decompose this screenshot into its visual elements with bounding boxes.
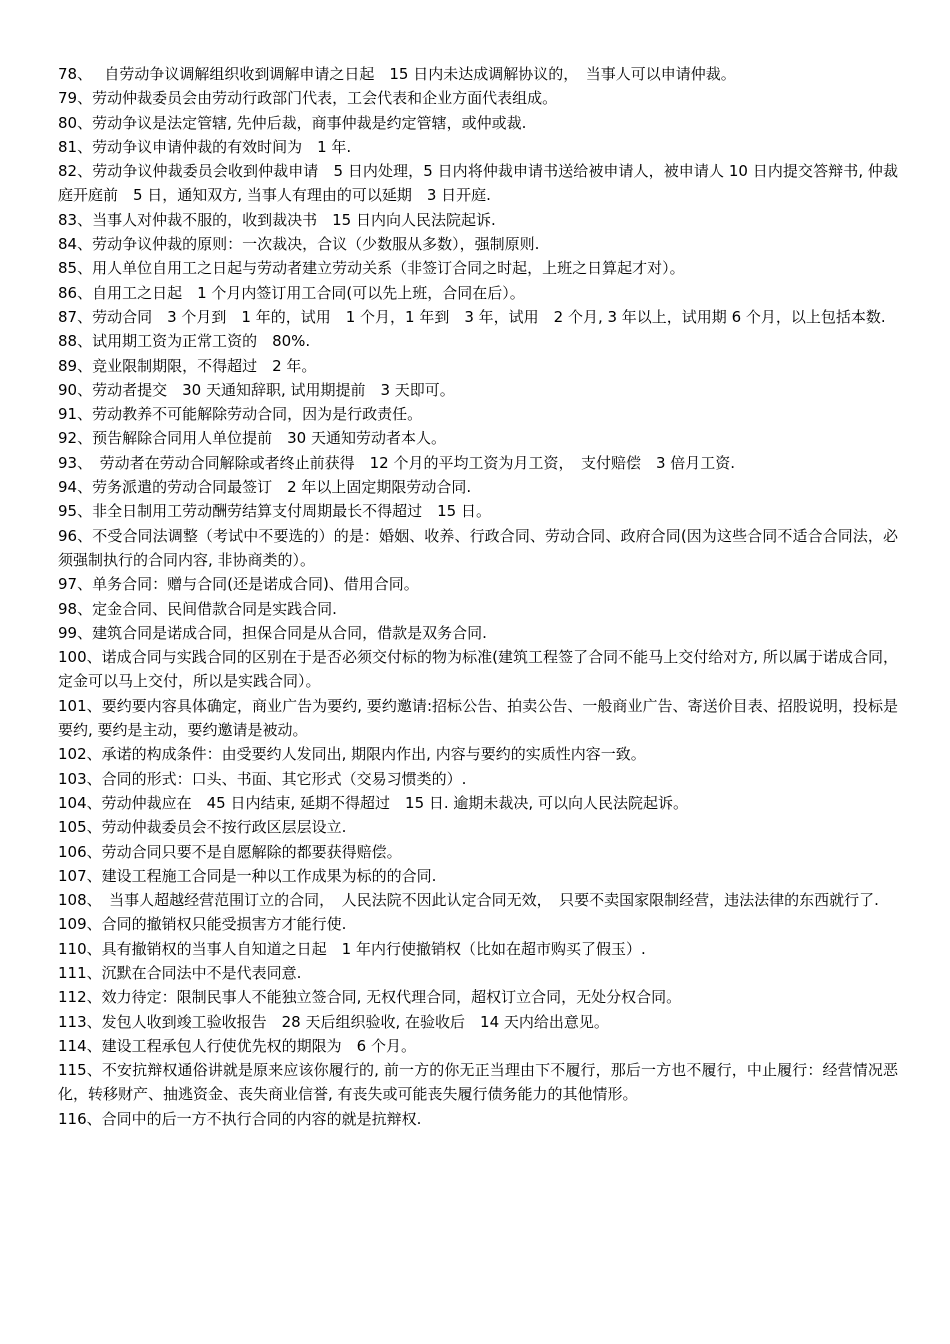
clause-78: 78、 自劳动争议调解组织收到调解申请之日起 15 日内未达成调解协议的， 当事人可以申请仲裁。 <box>58 65 736 83</box>
clause-86: 86、自用工之日起 1 个月内签订用工合同(可以先上班，合同在后）。 <box>58 283 525 302</box>
clause-110: 110、具有撤销权的当事人自知道之日起 1 年内行使撤销权（比如在超市购买了假玉）. <box>58 939 646 958</box>
clause-94: 94、劳务派遣的劳动合同最签订 2 年以上固定期限劳动合同. <box>58 478 472 497</box>
clause-100: 100、诺成合同与实践合同的区别在于是否必须交付标的物为标准(建筑工程签了合同不能马上交付给对方, 所以属于诺成合同，定金可以马上交付，所以是实践合同）。 <box>58 648 898 691</box>
clause-82: 82、劳动争议仲裁委员会收到仲裁申请 5 日内处理，5 日内将仲裁申请书送给被申请人，被申请人 10 日内提交答辩书, 仲裁庭开庭前 5 日，通知双方, 当事人有理由的可以延期 3 日开庭. <box>58 162 898 205</box>
clause-83: 83、当事人对仲裁不服的，收到裁决书 15 日内向人民法院起诉. <box>58 210 496 229</box>
clause-115: 115、不安抗辩权通俗讲就是原来应该你履行的, 前一方的你无正当理由下不履行，那后一方也不履行，中止履行：经营情况恶化，转移财产、抽逃资金、丧失商业信誉, 有丧失或可能丧失履行债务能力的其他情形。 <box>58 1061 898 1104</box>
clause-107: 107、建设工程施工合同是一种以工作成果为标的的合同. <box>58 866 437 885</box>
clause-95: 95、非全日制用工劳动酬劳结算支付周期最长不得超过 15 日。 <box>58 502 491 521</box>
clause-104: 104、劳动仲裁应在 45 日内结束, 延期不得超过 15 日. 逾期未裁决, 可以向人民法院起诉。 <box>58 793 688 812</box>
clause-106: 106、劳动合同只要不是自愿解除的都要获得赔偿。 <box>58 842 402 861</box>
clause-87: 87、劳动合同 3 个月到 1 年的，试用 1 个月，1 年到 3 年，试用 2 个月, 3 年以上，试用期 6 个月，以上包括本数. <box>58 307 886 326</box>
clause-88: 88、试用期工资为正常工资的 80%. <box>58 332 311 351</box>
clause-85: 85、用人单位自用工之日起与劳动者建立劳动关系（非签订合同之时起，上班之日算起才对）。 <box>58 259 685 278</box>
document-page <box>58 62 898 1131</box>
clause-84: 84、劳动争议仲裁的原则：一次裁决，合议（少数服从多数），强制原则. <box>58 235 540 254</box>
clause-91: 91、劳动教养不可能解除劳动合同，因为是行政责任。 <box>58 405 423 424</box>
clause-103: 103、合同的形式：口头、书面、其它形式（交易习惯类的）. <box>58 769 467 788</box>
clause-105: 105、劳动仲裁委员会不按行政区层层设立. <box>58 818 347 837</box>
clause-81: 81、劳动争议申请仲裁的有效时间为 1 年. <box>58 137 352 156</box>
clause-80: 80、劳动争议是法定管辖, 先仲后裁，商事仲裁是约定管辖，或仲或裁. <box>58 113 527 132</box>
clause-102: 102、承诺的构成条件：由受要约人发同出, 期限内作出, 内容与要约的实质性内容一致。 <box>58 745 646 764</box>
clause-79: 79、劳动仲裁委员会由劳动行政部门代表，工会代表和企业方面代表组成。 <box>58 89 558 108</box>
clause-112: 112、效力待定：限制民事人不能独立签合同, 无权代理合同，超权订立合同，无处分权合同。 <box>58 988 682 1007</box>
clause-93: 93、 劳动者在劳动合同解除或者终止前获得 12 个月的平均工资为月工资， 支付赔偿 3 倍月工资. <box>58 453 736 472</box>
clause-114: 114、建设工程承包人行使优先权的期限为 6 个月。 <box>58 1036 416 1055</box>
clause-108: 108、 当事人超越经营范围订立的合同， 人民法院不因此认定合同无效， 只要不卖国家限制经营，违法法律的东西就行了. <box>58 891 879 910</box>
clause-90: 90、劳动者提交 30 天通知辞职, 试用期提前 3 天即可。 <box>58 380 455 399</box>
clause-109: 109、合同的撤销权只能受损害方才能行使. <box>58 915 347 934</box>
clause-111: 111、沉默在合同法中不是代表同意. <box>58 963 302 982</box>
clause-101: 101、要约要内容具体确定，商业广告为要约, 要约邀请:招标公告、拍卖公告、一般商业广告、寄送价目表、招股说明，投标是要约, 要约是主动，要约邀请是被动。 <box>58 696 898 740</box>
clause-96: 96、不受合同法调整（考试中不要选的）的是：婚姻、收养、行政合同、劳动合同、政府合同(因为这些合同不适合合同法，必须强制执行的合同内容, 非协商类的）。 <box>58 526 898 569</box>
clause-97: 97、单务合同：赠与合同(还是诺成合同)、借用合同。 <box>58 575 419 594</box>
clause-98: 98、定金合同、民间借款合同是实践合同. <box>58 599 337 618</box>
clause-99: 99、建筑合同是诺成合同，担保合同是从合同，借款是双务合同. <box>58 623 487 642</box>
clause-89: 89、竞业限制期限，不得超过 2 年。 <box>58 356 317 375</box>
clause-116: 116、合同中的后一方不执行合同的内容的就是抗辩权. <box>58 1109 422 1128</box>
clause-113: 113、发包人收到竣工验收报告 28 天后组织验收, 在验收后 14 天内给出意见。 <box>58 1012 609 1031</box>
clause-92: 92、预告解除合同用人单位提前 30 天通知劳动者本人。 <box>58 429 446 448</box>
